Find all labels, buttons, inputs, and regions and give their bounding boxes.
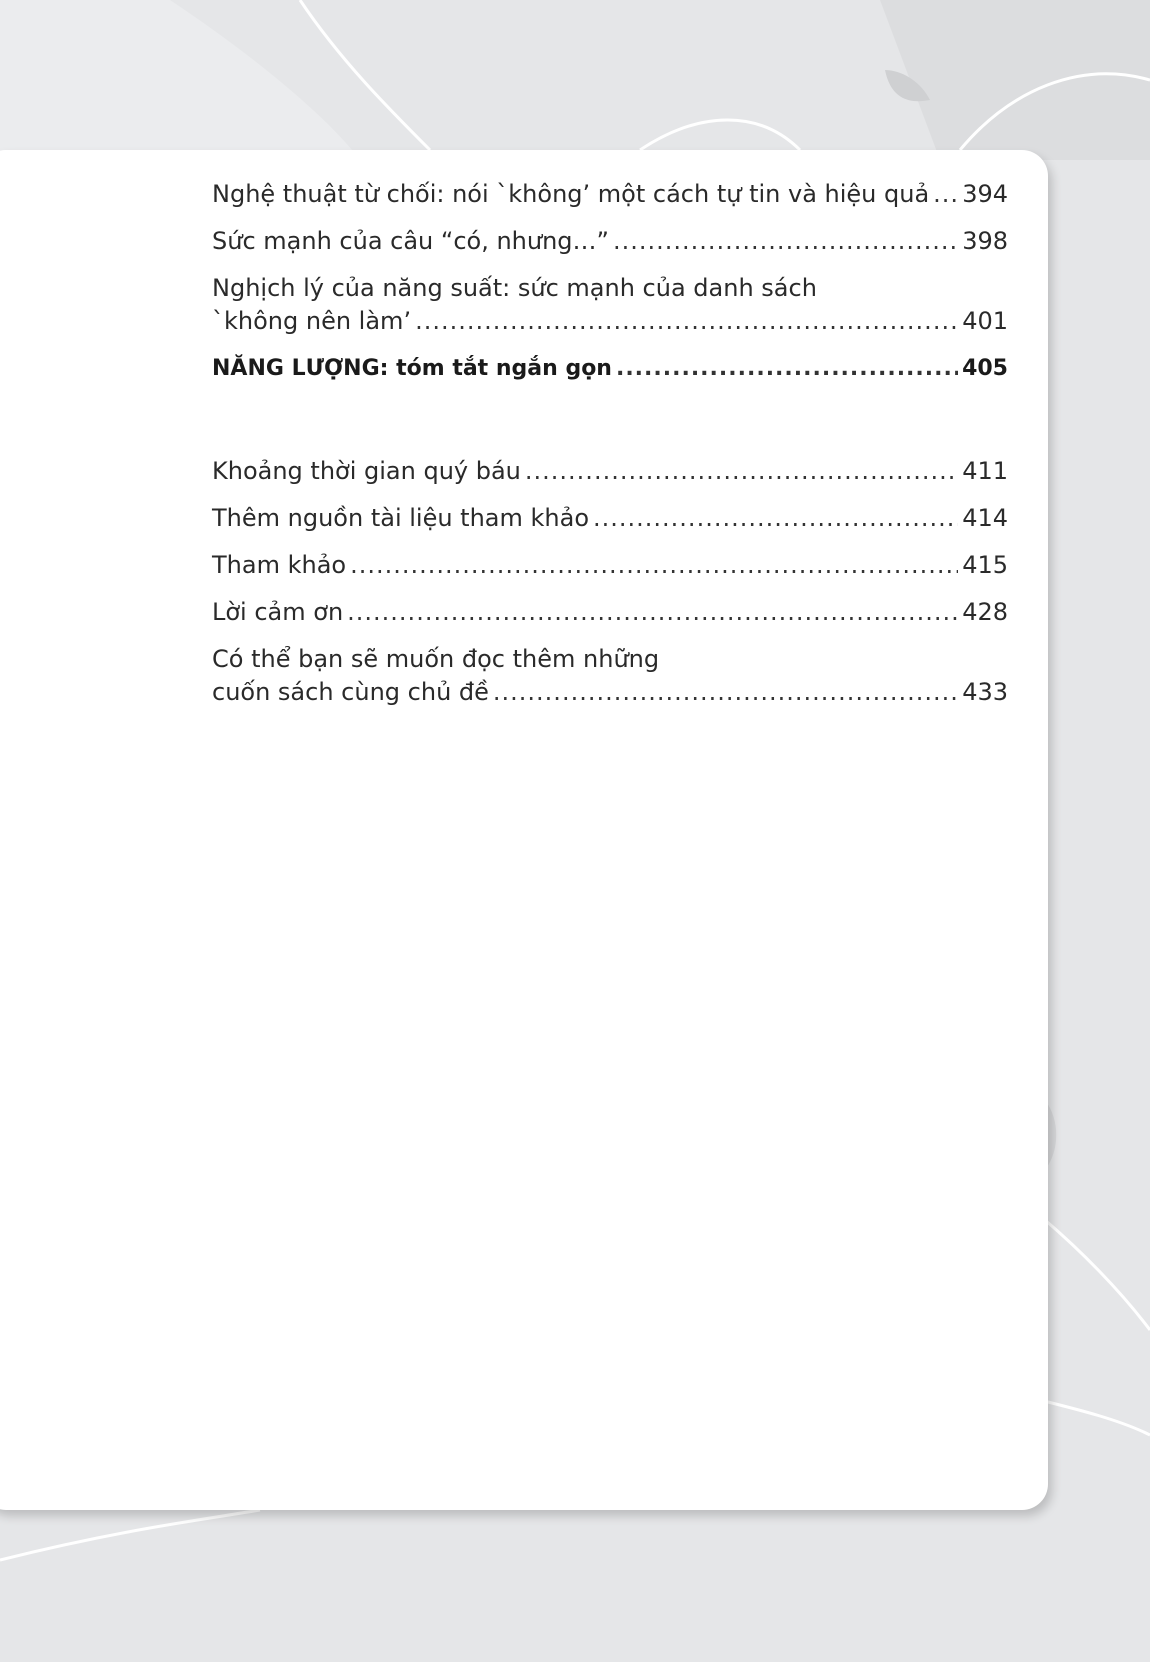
dot-leader (525, 455, 958, 488)
toc-entry-title: Nghệ thuật từ chối: nói `không’ một cách tự tin và hiệu quả (212, 180, 930, 208)
dot-leader (415, 305, 958, 338)
toc-entry-page: 411 (962, 457, 1008, 485)
toc-entry-title: Thêm nguồn tài liệu tham khảo (212, 504, 590, 532)
toc-entry-title: `không nên làm’ (212, 307, 412, 335)
toc-entry[interactable] (212, 455, 1008, 488)
toc-entry[interactable] (212, 549, 1008, 582)
toc-entry[interactable] (212, 272, 1008, 338)
toc-entry-page: 405 (962, 356, 1008, 381)
toc-entry-page: 414 (962, 504, 1008, 532)
toc-entry[interactable] (212, 502, 1008, 535)
toc-entry[interactable] (212, 178, 1008, 211)
dot-leader (593, 502, 958, 535)
toc-entry-summary[interactable] (212, 352, 1008, 385)
toc-entry-title: Khoảng thời gian quý báu (212, 457, 521, 485)
toc-entry-title: NĂNG LƯỢNG: tóm tắt ngắn gọn (212, 356, 612, 381)
dot-leader (933, 178, 958, 211)
dot-leader (493, 676, 958, 709)
toc-entry-page: 428 (962, 598, 1008, 626)
toc-entry[interactable] (212, 596, 1008, 629)
toc-entry-title-line1: Có thể bạn sẽ muốn đọc thêm những (212, 645, 660, 673)
toc-entry-title: Tham khảo (212, 551, 347, 579)
dot-leader (616, 352, 958, 385)
table-of-contents (212, 178, 1008, 723)
toc-entry-title: cuốn sách cùng chủ đề (212, 678, 489, 706)
dot-leader (347, 596, 958, 629)
toc-entry-title: Sức mạnh của câu “có, nhưng…” (212, 227, 609, 255)
toc-entry[interactable] (212, 643, 1008, 709)
toc-entry-page: 398 (962, 227, 1008, 255)
page-edge (1150, 0, 1166, 1662)
toc-entry-page: 401 (962, 307, 1008, 335)
dot-leader (350, 549, 958, 582)
toc-entry-title-line1: Nghịch lý của năng suất: sức mạnh của danh sách (212, 274, 817, 302)
toc-entry-title: Lời cảm ơn (212, 598, 344, 626)
toc-entry-page: 394 (962, 180, 1008, 208)
toc-entry-page: 415 (962, 551, 1008, 579)
toc-entry[interactable] (212, 225, 1008, 258)
section-gap (212, 399, 1008, 455)
toc-entry-page: 433 (962, 678, 1008, 706)
dot-leader (613, 225, 958, 258)
